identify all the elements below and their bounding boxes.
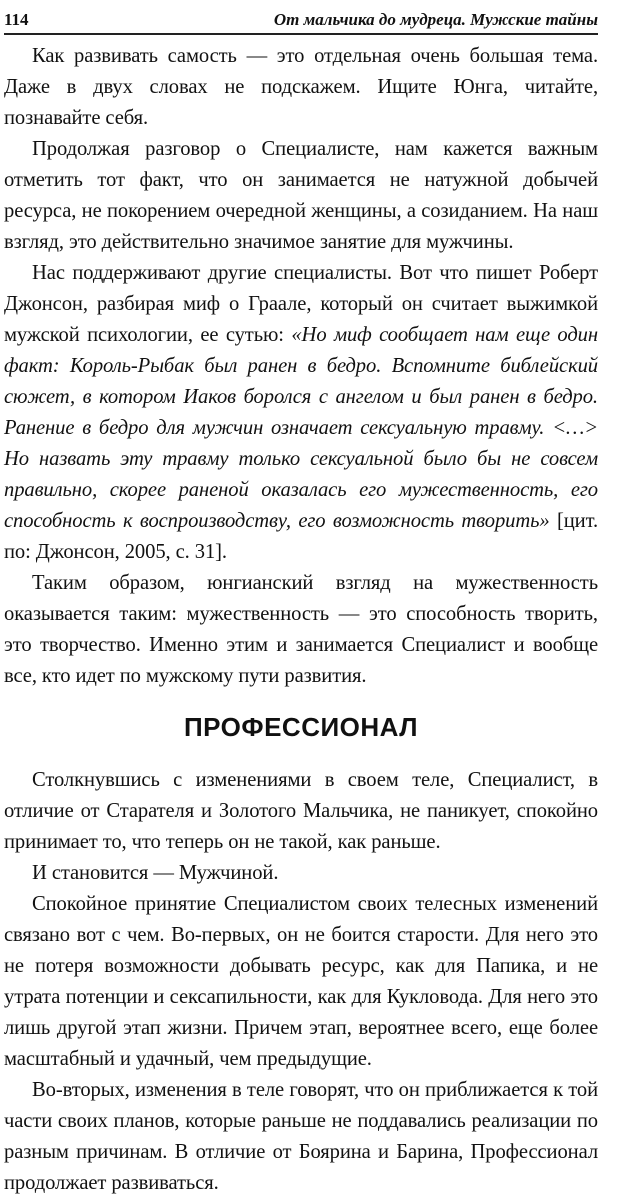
paragraph: Продолжая разговор о Специалисте, нам кажется важным отметить тот факт, что он занимается не натужной добычей ресурса, не покорением очередной женщины, а созиданием. На наш взгляд, это действительно значимое занятие для мужчины. bbox=[4, 138, 598, 253]
citation: [цит. по: Джонсон, 2005, с. 31]. bbox=[4, 510, 598, 563]
body-text bbox=[4, 41, 598, 1199]
section-heading: ПРОФЕССИОНАЛ bbox=[183, 712, 419, 742]
page-number: 114 bbox=[4, 10, 29, 29]
paragraph: Как развивать самость — это отдельная очень большая тема. Даже в двух словах не подскажем. Ищите Юнга, читайте, познавайте себя. bbox=[4, 45, 598, 129]
header-rule bbox=[4, 33, 598, 35]
quote-lead: Нас поддерживают другие специалисты. Вот что пишет Роберт Джонсон, разбирая миф о Граале, который он считает выжимкой мужской психологии, ее сутью: bbox=[4, 262, 598, 346]
quote-paragraph bbox=[4, 258, 598, 568]
paragraph: И становится — Мужчиной. bbox=[32, 862, 279, 884]
running-title: От мальчика до мудреца. Мужские тайны bbox=[273, 10, 598, 29]
paragraph: Таким образом, юнгианский взгляд на мужественность оказывается таким: мужественность — это способность творить, это творчество. Именно этим и занимается Специалист и вообще все, кто идет по мужскому пути развития. bbox=[4, 572, 598, 687]
paragraph: Столкнувшись с изменениями в своем теле, Специалист, в отличие от Старателя и Золотого Мальчика, не паникует, спокойно принимает то, что теперь он не такой, как раньше. bbox=[4, 769, 598, 853]
paragraph: Спокойное принятие Специалистом своих телесных изменений связано вот с чем. Во-первых, он не боится старости. Для него это не потеря возможности добывать ресурс, как для Папика, и не утрата потенции и сексапильности, как для Кукловода. Для него это лишь другой этап жизни. Причем этап, вероятнее всего, еще более масштабный и удачный, чем предыдущие. bbox=[4, 893, 598, 1070]
page-header bbox=[4, 0, 598, 33]
paragraph: Во-вторых, изменения в теле говорят, что он приближается к той части своих планов, которые раньше не поддавались реализации по разным причинам. В отличие от Боярина и Барина, Профессионал продолжает развиваться. bbox=[4, 1079, 598, 1194]
quotation: «Но миф сообщает нам еще один факт: Король-Рыбак был ранен в бедро. Вспомните библейский сюжет, в котором Иаков боролся с ангелом и был ранен в бедро. Ранение в бедро для мужчин означает сексуальную травму. <…> Но назвать эту травму только сексуальной было бы не совсем правильно, скорее раненой оказалась его мужественность, его способность к воспроизводству, его возможность творить» bbox=[4, 324, 598, 532]
